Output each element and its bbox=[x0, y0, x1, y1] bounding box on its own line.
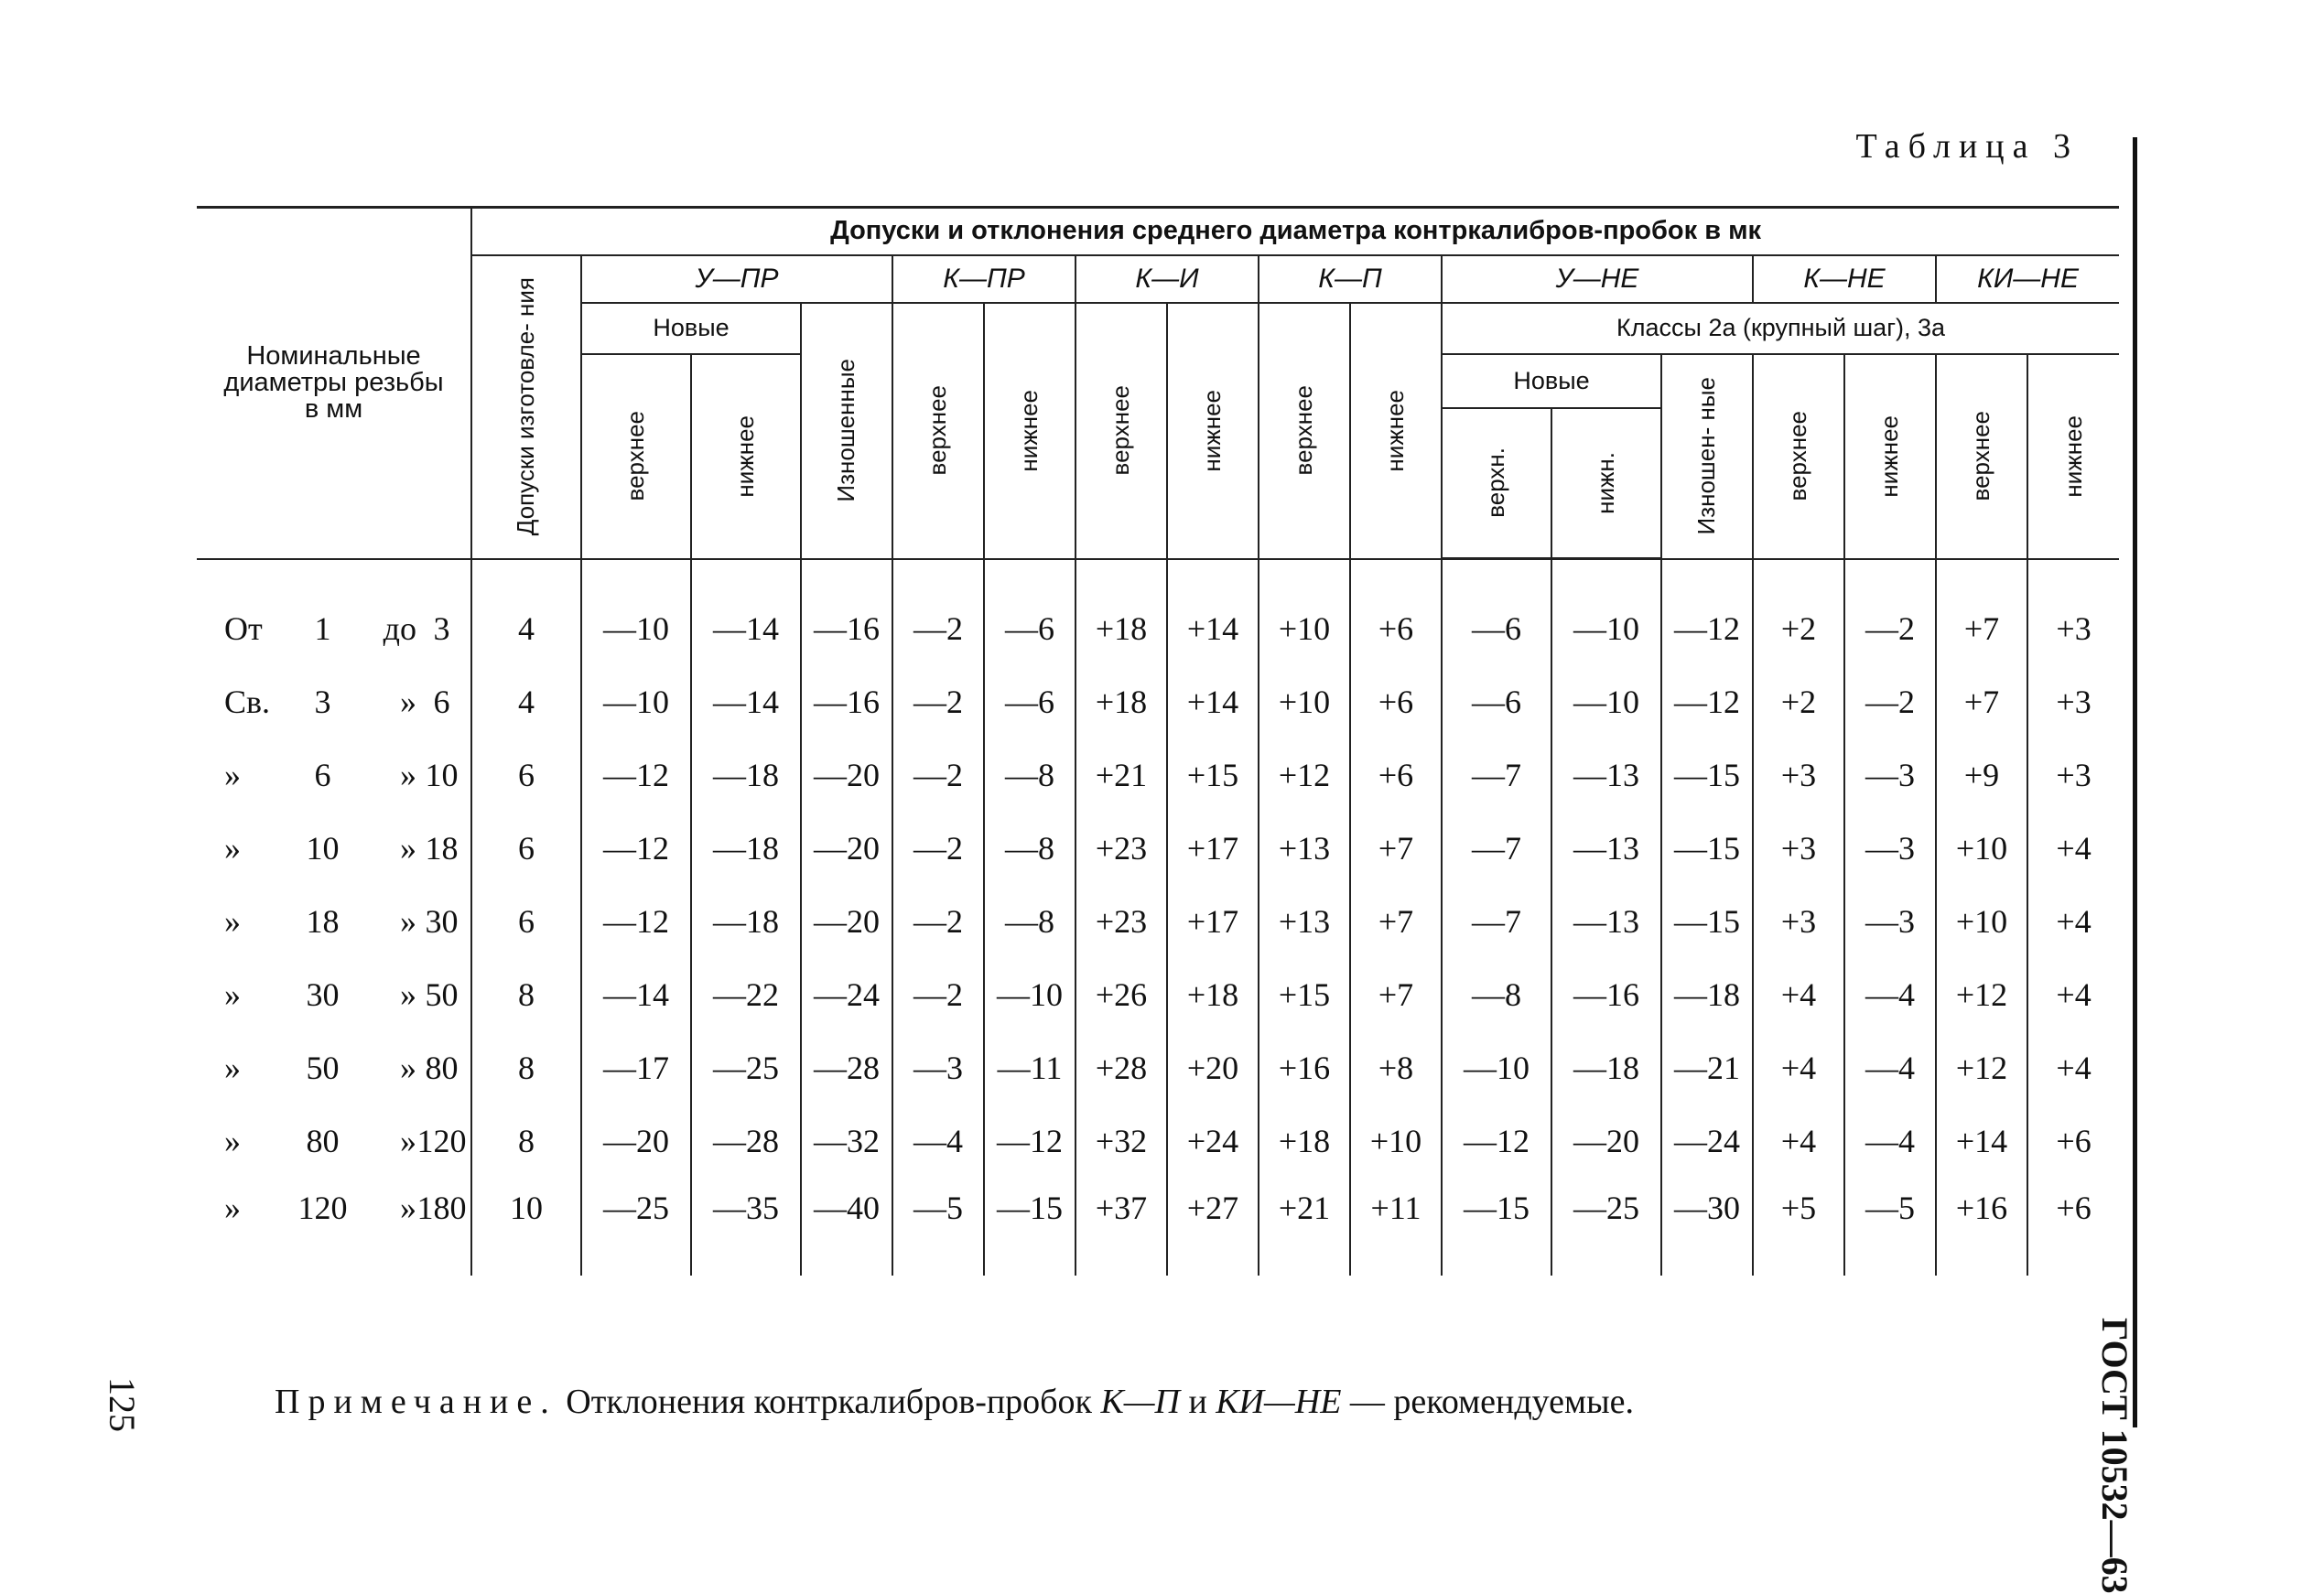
value-cell: —8 bbox=[1442, 958, 1551, 1031]
note-lead: Примечание. bbox=[275, 1383, 557, 1421]
value-cell: +14 bbox=[1936, 1104, 2027, 1178]
diameter-part: 120 bbox=[416, 1123, 467, 1159]
note bbox=[275, 1382, 1634, 1422]
value-cell: +8 bbox=[1350, 1031, 1442, 1104]
value-cell: +6 bbox=[1350, 738, 1442, 812]
value-cell: +7 bbox=[1350, 812, 1442, 885]
group-kp: К—П bbox=[1259, 255, 1442, 303]
value-cell: —20 bbox=[801, 738, 892, 812]
value-cell: —18 bbox=[1551, 1031, 1661, 1104]
value-cell: —6 bbox=[1442, 665, 1551, 738]
col-ki-lower: нижнее bbox=[1167, 303, 1259, 559]
diameter-range bbox=[224, 975, 467, 1014]
value-cell: —2 bbox=[892, 592, 984, 665]
value-cell: —24 bbox=[801, 958, 892, 1031]
diameter-range bbox=[224, 683, 467, 721]
value-cell: —2 bbox=[892, 738, 984, 812]
diameter-part: 6 bbox=[314, 757, 331, 793]
value-cell: —35 bbox=[691, 1178, 801, 1276]
value-cell: —16 bbox=[801, 665, 892, 738]
diameter-part: 80 bbox=[425, 1050, 459, 1086]
value-cell: +7 bbox=[1350, 885, 1442, 958]
value-cell: —10 bbox=[1551, 665, 1661, 738]
value-cell: +18 bbox=[1167, 958, 1259, 1031]
diameter-range bbox=[224, 1122, 467, 1160]
value-cell: —2 bbox=[892, 885, 984, 958]
value-cell: —6 bbox=[1442, 592, 1551, 665]
group-kpr: К—ПР bbox=[892, 255, 1076, 303]
diameter-part: 30 bbox=[425, 903, 459, 940]
table-row bbox=[197, 738, 2119, 812]
diameter-part: » bbox=[400, 1050, 416, 1086]
value-cell: +27 bbox=[1167, 1178, 1259, 1276]
value-cell: +12 bbox=[1936, 958, 2027, 1031]
value-cell: 6 bbox=[471, 738, 581, 812]
value-cell: —15 bbox=[1661, 738, 1753, 812]
value-cell: +4 bbox=[2027, 885, 2119, 958]
table-row bbox=[197, 958, 2119, 1031]
diameter-part: » bbox=[400, 757, 416, 793]
value-cell: +3 bbox=[1753, 885, 1844, 958]
value-cell: —4 bbox=[1844, 1031, 1936, 1104]
value-cell: +10 bbox=[1259, 592, 1350, 665]
value-cell: +23 bbox=[1076, 812, 1167, 885]
table-row bbox=[197, 592, 2119, 665]
col-upr-upper: верхнее bbox=[581, 354, 691, 559]
value-cell: —2 bbox=[1844, 592, 1936, 665]
value-cell: —20 bbox=[801, 885, 892, 958]
diameter-part: 6 bbox=[433, 684, 450, 720]
sidebar-rule bbox=[2133, 137, 2137, 1427]
value-cell: —25 bbox=[691, 1031, 801, 1104]
value-cell: —12 bbox=[581, 738, 691, 812]
value-cell: +6 bbox=[1350, 592, 1442, 665]
upr-new-label: Новые bbox=[581, 303, 801, 354]
value-cell: 8 bbox=[471, 958, 581, 1031]
value-cell: —32 bbox=[801, 1104, 892, 1178]
value-cell: —6 bbox=[984, 592, 1076, 665]
diameter-part: » bbox=[400, 1123, 416, 1159]
diameter-part: » bbox=[224, 1190, 241, 1226]
value-cell: —20 bbox=[801, 812, 892, 885]
value-cell: +2 bbox=[1753, 592, 1844, 665]
value-cell: —16 bbox=[801, 592, 892, 665]
diameter-part: 50 bbox=[306, 1050, 340, 1086]
value-cell: —3 bbox=[1844, 812, 1936, 885]
diameter-part: » bbox=[400, 830, 416, 867]
col-manufacturing-tolerance: Допуски изготовле- ния bbox=[471, 255, 581, 559]
value-cell: —2 bbox=[1844, 665, 1936, 738]
diameter-range-cell bbox=[197, 1104, 471, 1178]
value-cell: 6 bbox=[471, 885, 581, 958]
value-cell: +6 bbox=[2027, 1104, 2119, 1178]
value-cell: —12 bbox=[581, 812, 691, 885]
value-cell: +9 bbox=[1936, 738, 2027, 812]
value-cell: +2 bbox=[1753, 665, 1844, 738]
value-cell: —28 bbox=[691, 1104, 801, 1178]
value-cell: —5 bbox=[1844, 1178, 1936, 1276]
value-cell: —21 bbox=[1661, 1031, 1753, 1104]
value-cell: +10 bbox=[1936, 812, 2027, 885]
diameter-part: » bbox=[224, 757, 241, 793]
value-cell: —4 bbox=[1844, 958, 1936, 1031]
value-cell: +17 bbox=[1167, 885, 1259, 958]
note-conj: и bbox=[1188, 1383, 1207, 1421]
group-ki: К—И bbox=[1076, 255, 1259, 303]
diameter-part: 10 bbox=[425, 757, 459, 793]
value-cell: +7 bbox=[1936, 592, 2027, 665]
diameter-part: 30 bbox=[306, 976, 340, 1013]
value-cell: —40 bbox=[801, 1178, 892, 1276]
col-kpr-lower: нижнее bbox=[984, 303, 1076, 559]
value-cell: 10 bbox=[471, 1178, 581, 1276]
value-cell: —12 bbox=[581, 885, 691, 958]
value-cell: +32 bbox=[1076, 1104, 1167, 1178]
diameter-part: 3 bbox=[314, 684, 331, 720]
diameter-part: » bbox=[400, 684, 416, 720]
value-cell: —8 bbox=[984, 812, 1076, 885]
col-upr-lower: нижнее bbox=[691, 354, 801, 559]
diameter-range bbox=[224, 609, 467, 648]
diameter-part: 18 bbox=[425, 830, 459, 867]
value-cell: —2 bbox=[892, 665, 984, 738]
group-kne: К—НЕ bbox=[1753, 255, 1936, 303]
value-cell: —7 bbox=[1442, 812, 1551, 885]
value-cell: —24 bbox=[1661, 1104, 1753, 1178]
value-cell: +14 bbox=[1167, 665, 1259, 738]
value-cell: —15 bbox=[1661, 885, 1753, 958]
value-cell: +4 bbox=[1753, 1031, 1844, 1104]
col-kine-upper: верхнее bbox=[1936, 354, 2027, 559]
value-cell: —13 bbox=[1551, 738, 1661, 812]
diameter-range-cell bbox=[197, 1178, 471, 1276]
value-cell: +3 bbox=[1753, 738, 1844, 812]
value-cell: +20 bbox=[1167, 1031, 1259, 1104]
diameter-part: 180 bbox=[416, 1190, 467, 1226]
value-cell: —8 bbox=[984, 738, 1076, 812]
value-cell: +18 bbox=[1259, 1104, 1350, 1178]
value-cell: —11 bbox=[984, 1031, 1076, 1104]
value-cell: —12 bbox=[1661, 665, 1753, 738]
value-cell: +10 bbox=[1936, 885, 2027, 958]
value-cell: —7 bbox=[1442, 738, 1551, 812]
value-cell: +3 bbox=[2027, 592, 2119, 665]
value-cell: +7 bbox=[1936, 665, 2027, 738]
diameter-part: От bbox=[224, 610, 263, 647]
value-cell: +12 bbox=[1936, 1031, 2027, 1104]
value-cell: +6 bbox=[1350, 665, 1442, 738]
value-cell: —18 bbox=[691, 812, 801, 885]
page-number: 125 bbox=[102, 1377, 143, 1432]
value-cell: +6 bbox=[2027, 1178, 2119, 1276]
col-kne-lower: нижнее bbox=[1844, 354, 1936, 559]
col-une-lower: нижн. bbox=[1551, 408, 1661, 559]
value-cell: —18 bbox=[691, 738, 801, 812]
diameter-range-cell bbox=[197, 958, 471, 1031]
value-cell: —20 bbox=[1551, 1104, 1661, 1178]
diameter-part: » bbox=[224, 976, 241, 1013]
value-cell: +5 bbox=[1753, 1178, 1844, 1276]
classes-label: Классы 2а (крупный шаг), 3а bbox=[1442, 303, 2119, 354]
value-cell: 4 bbox=[471, 592, 581, 665]
value-cell: —3 bbox=[892, 1031, 984, 1104]
note-term-1: К—П bbox=[1100, 1383, 1180, 1421]
value-cell: +28 bbox=[1076, 1031, 1167, 1104]
value-cell: +13 bbox=[1259, 885, 1350, 958]
value-cell: +3 bbox=[2027, 665, 2119, 738]
value-cell: 4 bbox=[471, 665, 581, 738]
value-cell: +13 bbox=[1259, 812, 1350, 885]
value-cell: +15 bbox=[1167, 738, 1259, 812]
diameter-range-cell bbox=[197, 1031, 471, 1104]
value-cell: —18 bbox=[1661, 958, 1753, 1031]
corner-title: Номинальные диаметры резьбы в мм bbox=[197, 208, 471, 559]
value-cell: +14 bbox=[1167, 592, 1259, 665]
standard-number: ГОСТ 10532—63 bbox=[2094, 1318, 2135, 1594]
value-cell: —10 bbox=[984, 958, 1076, 1031]
value-cell: +10 bbox=[1350, 1104, 1442, 1178]
table-row bbox=[197, 665, 2119, 738]
value-cell: +16 bbox=[1936, 1178, 2027, 1276]
une-new-label: Новые bbox=[1442, 354, 1661, 408]
value-cell: +26 bbox=[1076, 958, 1167, 1031]
value-cell: —14 bbox=[581, 958, 691, 1031]
value-cell: —13 bbox=[1551, 885, 1661, 958]
value-cell: —2 bbox=[892, 812, 984, 885]
group-kine: КИ—НЕ bbox=[1936, 255, 2119, 303]
group-une: У—НЕ bbox=[1442, 255, 1753, 303]
value-cell: +18 bbox=[1076, 665, 1167, 738]
value-cell: —6 bbox=[984, 665, 1076, 738]
diameter-part: » bbox=[224, 1123, 241, 1159]
value-cell: —16 bbox=[1551, 958, 1661, 1031]
diameter-range-cell bbox=[197, 665, 471, 738]
value-cell: +4 bbox=[2027, 958, 2119, 1031]
diameter-part: » bbox=[400, 976, 416, 1013]
value-cell: —12 bbox=[1442, 1104, 1551, 1178]
value-cell: +16 bbox=[1259, 1031, 1350, 1104]
table-row bbox=[197, 1104, 2119, 1178]
value-cell: +4 bbox=[1753, 1104, 1844, 1178]
main-header: Допуски и отклонения среднего диаметра контркалибров-пробок в мк bbox=[471, 208, 2119, 255]
col-ki-upper: верхнее bbox=[1076, 303, 1167, 559]
value-cell: —4 bbox=[892, 1104, 984, 1178]
value-cell: —5 bbox=[892, 1178, 984, 1276]
value-cell: —15 bbox=[1661, 812, 1753, 885]
value-cell: —10 bbox=[581, 665, 691, 738]
diameter-part: 1 bbox=[314, 610, 331, 647]
diameter-part: 50 bbox=[425, 976, 459, 1013]
value-cell: +10 bbox=[1259, 665, 1350, 738]
diameter-part: » bbox=[224, 903, 241, 940]
value-cell: —17 bbox=[581, 1031, 691, 1104]
diameter-part: » bbox=[224, 1050, 241, 1086]
value-cell: +3 bbox=[2027, 738, 2119, 812]
value-cell: —10 bbox=[1551, 592, 1661, 665]
value-cell: +4 bbox=[1753, 958, 1844, 1031]
value-cell: +24 bbox=[1167, 1104, 1259, 1178]
value-cell: —30 bbox=[1661, 1178, 1753, 1276]
diameter-part: » bbox=[400, 903, 416, 940]
diameter-range bbox=[224, 1049, 467, 1087]
value-cell: +12 bbox=[1259, 738, 1350, 812]
value-cell: —28 bbox=[801, 1031, 892, 1104]
value-cell: —2 bbox=[892, 958, 984, 1031]
value-cell: +15 bbox=[1259, 958, 1350, 1031]
col-une-upper: верхн. bbox=[1442, 408, 1551, 559]
diameter-part: » bbox=[224, 830, 241, 867]
value-cell: —25 bbox=[1551, 1178, 1661, 1276]
note-text-2: — рекомендуемые. bbox=[1349, 1383, 1634, 1421]
tolerance-table bbox=[197, 206, 2119, 1276]
value-cell: +4 bbox=[2027, 1031, 2119, 1104]
value-cell: +21 bbox=[1259, 1178, 1350, 1276]
diameter-part: » bbox=[400, 1190, 416, 1226]
diameter-range-cell bbox=[197, 885, 471, 958]
diameter-part: 80 bbox=[306, 1123, 340, 1159]
diameter-part: 3 bbox=[433, 610, 450, 647]
value-cell: +7 bbox=[1350, 958, 1442, 1031]
table-row bbox=[197, 1178, 2119, 1276]
diameter-range bbox=[224, 1189, 467, 1227]
value-cell: +18 bbox=[1076, 592, 1167, 665]
value-cell: 6 bbox=[471, 812, 581, 885]
table-row bbox=[197, 812, 2119, 885]
value-cell: +21 bbox=[1076, 738, 1167, 812]
diameter-part: 120 bbox=[297, 1190, 348, 1226]
value-cell: +4 bbox=[2027, 812, 2119, 885]
value-cell: —7 bbox=[1442, 885, 1551, 958]
col-une-worn: Изношен- ные bbox=[1661, 354, 1753, 559]
note-text-1: Отклонения контркалибров-пробок bbox=[566, 1383, 1092, 1421]
diameter-part: 10 bbox=[306, 830, 340, 867]
value-cell: —3 bbox=[1844, 885, 1936, 958]
table-body bbox=[197, 559, 2119, 1276]
diameter-part: Св. bbox=[224, 684, 271, 720]
value-cell: +37 bbox=[1076, 1178, 1167, 1276]
value-cell: —12 bbox=[984, 1104, 1076, 1178]
diameter-part: 18 bbox=[306, 903, 340, 940]
value-cell: —14 bbox=[691, 665, 801, 738]
value-cell: —14 bbox=[691, 592, 801, 665]
value-cell: —10 bbox=[581, 592, 691, 665]
value-cell: 8 bbox=[471, 1031, 581, 1104]
value-cell: +11 bbox=[1350, 1178, 1442, 1276]
col-kp-upper: верхнее bbox=[1259, 303, 1350, 559]
value-cell: —22 bbox=[691, 958, 801, 1031]
value-cell: —20 bbox=[581, 1104, 691, 1178]
value-cell: —4 bbox=[1844, 1104, 1936, 1178]
value-cell: —8 bbox=[984, 885, 1076, 958]
diameter-range bbox=[224, 756, 467, 794]
value-cell: +17 bbox=[1167, 812, 1259, 885]
diameter-part: до bbox=[383, 610, 416, 647]
col-kpr-upper: верхнее bbox=[892, 303, 984, 559]
value-cell: —15 bbox=[1442, 1178, 1551, 1276]
value-cell: 8 bbox=[471, 1104, 581, 1178]
table-row bbox=[197, 885, 2119, 958]
diameter-range-cell bbox=[197, 592, 471, 665]
value-cell: —10 bbox=[1442, 1031, 1551, 1104]
value-cell: +23 bbox=[1076, 885, 1167, 958]
col-upr-worn: Изношенные bbox=[801, 303, 892, 559]
value-cell: —18 bbox=[691, 885, 801, 958]
value-cell: +3 bbox=[1753, 812, 1844, 885]
spacer-row bbox=[197, 559, 2119, 593]
col-kne-upper: верхнее bbox=[1753, 354, 1844, 559]
diameter-range-cell bbox=[197, 812, 471, 885]
value-cell: —15 bbox=[984, 1178, 1076, 1276]
table-row bbox=[197, 1031, 2119, 1104]
value-cell: —13 bbox=[1551, 812, 1661, 885]
diameter-range-cell bbox=[197, 738, 471, 812]
diameter-range bbox=[224, 829, 467, 867]
col-kp-lower: нижнее bbox=[1350, 303, 1442, 559]
note-term-2: КИ—НЕ bbox=[1216, 1383, 1342, 1421]
table-label: Таблица 3 bbox=[1855, 127, 2079, 166]
value-cell: —12 bbox=[1661, 592, 1753, 665]
col-kine-lower: нижнее bbox=[2027, 354, 2119, 559]
value-cell: —25 bbox=[581, 1178, 691, 1276]
group-upr: У—ПР bbox=[581, 255, 892, 303]
value-cell: —3 bbox=[1844, 738, 1936, 812]
diameter-range bbox=[224, 902, 467, 941]
